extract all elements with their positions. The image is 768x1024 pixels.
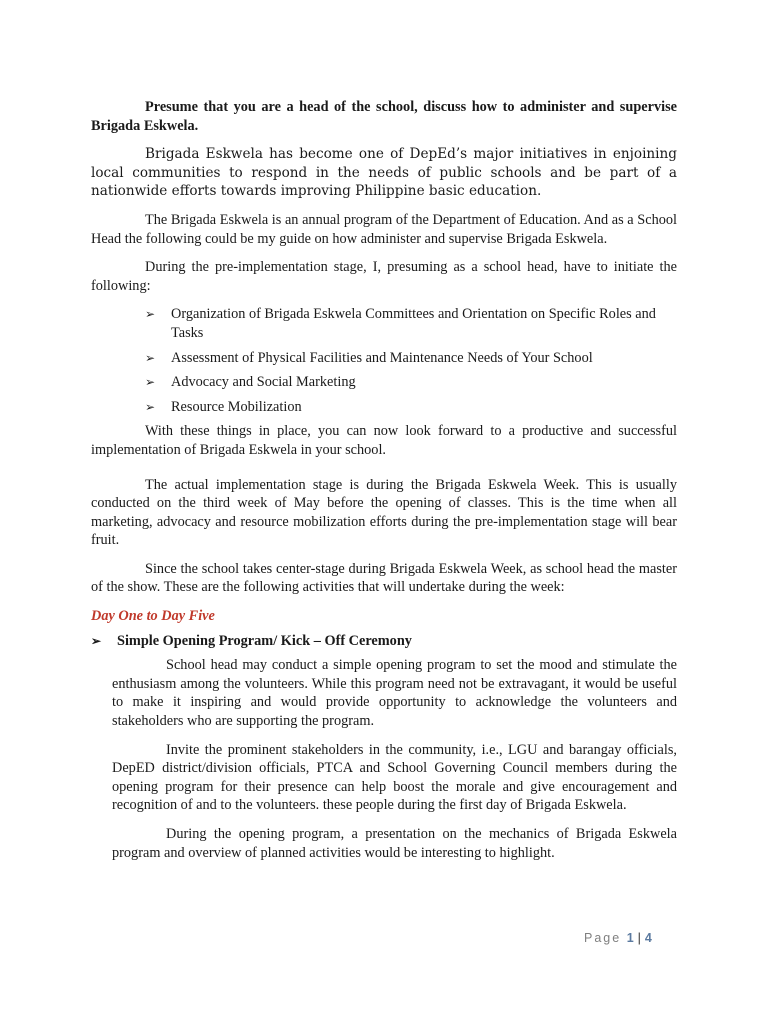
list-item (91, 398, 677, 417)
arrow-bullet-icon: ➢ (145, 375, 156, 390)
opening-program-section (112, 656, 677, 862)
paragraph-intro: Brigada Eskwela has become one of DepEd’s major initiatives in enjoining local communities to respond in the needs of public schools and be part of a nationwide efforts towards improving Philippine basic education. (91, 146, 677, 200)
paragraph-pre-implementation: During the pre-implementation stage, I, presuming as a school head, have to initiate the following: (91, 259, 677, 294)
list-item (91, 349, 677, 368)
page-footer (584, 931, 652, 945)
paragraph-annual-program: The Brigada Eskwela is an annual program of the Department of Education. And as a School Head the following could be my guide on how administer and supervise Brigada Eskwela. (91, 211, 677, 247)
list-item-text: Assessment of Physical Facilities and Maintenance Needs of Your School (171, 349, 593, 366)
list-item (91, 373, 677, 392)
document-body (91, 98, 677, 872)
paragraph-actual-implementation: The actual implementation stage is during the Brigada Eskwela Week. This is usually conducted on the third week of May before the opening of classes. This is the time when all marketing, advocacy and resource mobilization efforts during the pre-implementation stage will bear fruit. (91, 476, 677, 549)
essay-question-title: Presume that you are a head of the school, discuss how to administer and supervise Brigada Eskwela. (91, 99, 677, 134)
page-current: 1 (626, 931, 634, 945)
arrow-bullet-icon: ➢ (91, 633, 102, 648)
page-total: 4 (644, 931, 652, 945)
page-separator: | (637, 931, 641, 945)
list-item-text: Resource Mobilization (171, 398, 302, 415)
list-item-text: Advocacy and Social Marketing (171, 374, 356, 391)
list-item (91, 305, 677, 342)
arrow-bullet-icon: ➢ (145, 350, 156, 365)
paragraph-productive-implementation: With these things in place, you can now look forward to a productive and successful implementation of Brigada Eskwela in your school. (91, 423, 677, 458)
arrow-bullet-icon: ➢ (145, 399, 156, 414)
page-label: Page (584, 931, 622, 945)
paragraph-center-stage: Since the school takes center-stage during Brigada Eskwela Week, as school head the master of the show. These are the following activities that will undertake during the week: (91, 560, 677, 596)
paragraph-presentation: During the opening program, a presentation on the mechanics of Brigada Eskwela program and overview of planned activities would be interesting to highlight. (112, 826, 677, 861)
list-item-text: Organization of Brigada Eskwela Committees and Orientation on Specific Roles and Tasks (171, 306, 656, 341)
sub-heading-text: Simple Opening Program/ Kick – Off Ceremony (117, 632, 412, 649)
arrow-bullet-icon: ➢ (145, 307, 156, 322)
paragraph-invite-stakeholders: Invite the prominent stakeholders in the community, i.e., LGU and barangay officials, DepED district/division officials, PTCA and School Governing Council members during the opening program for their presence can help boost the morale and give encouragement and recognition of and to the volunteers. these people during the first day of Brigada Eskwela. (112, 741, 677, 814)
pre-implementation-list (91, 305, 677, 416)
sub-heading-opening-program (91, 632, 677, 651)
paragraph-opening-program: School head may conduct a simple opening program to set the mood and stimulate the enthusiasm among the volunteers. While this program need not be extravagant, it would be useful to make it inspiring and would provide opportunity to acknowledge the volunteers and stakeholders who are supporting the program. (112, 657, 677, 730)
day-heading: Day One to Day Five (91, 608, 215, 625)
